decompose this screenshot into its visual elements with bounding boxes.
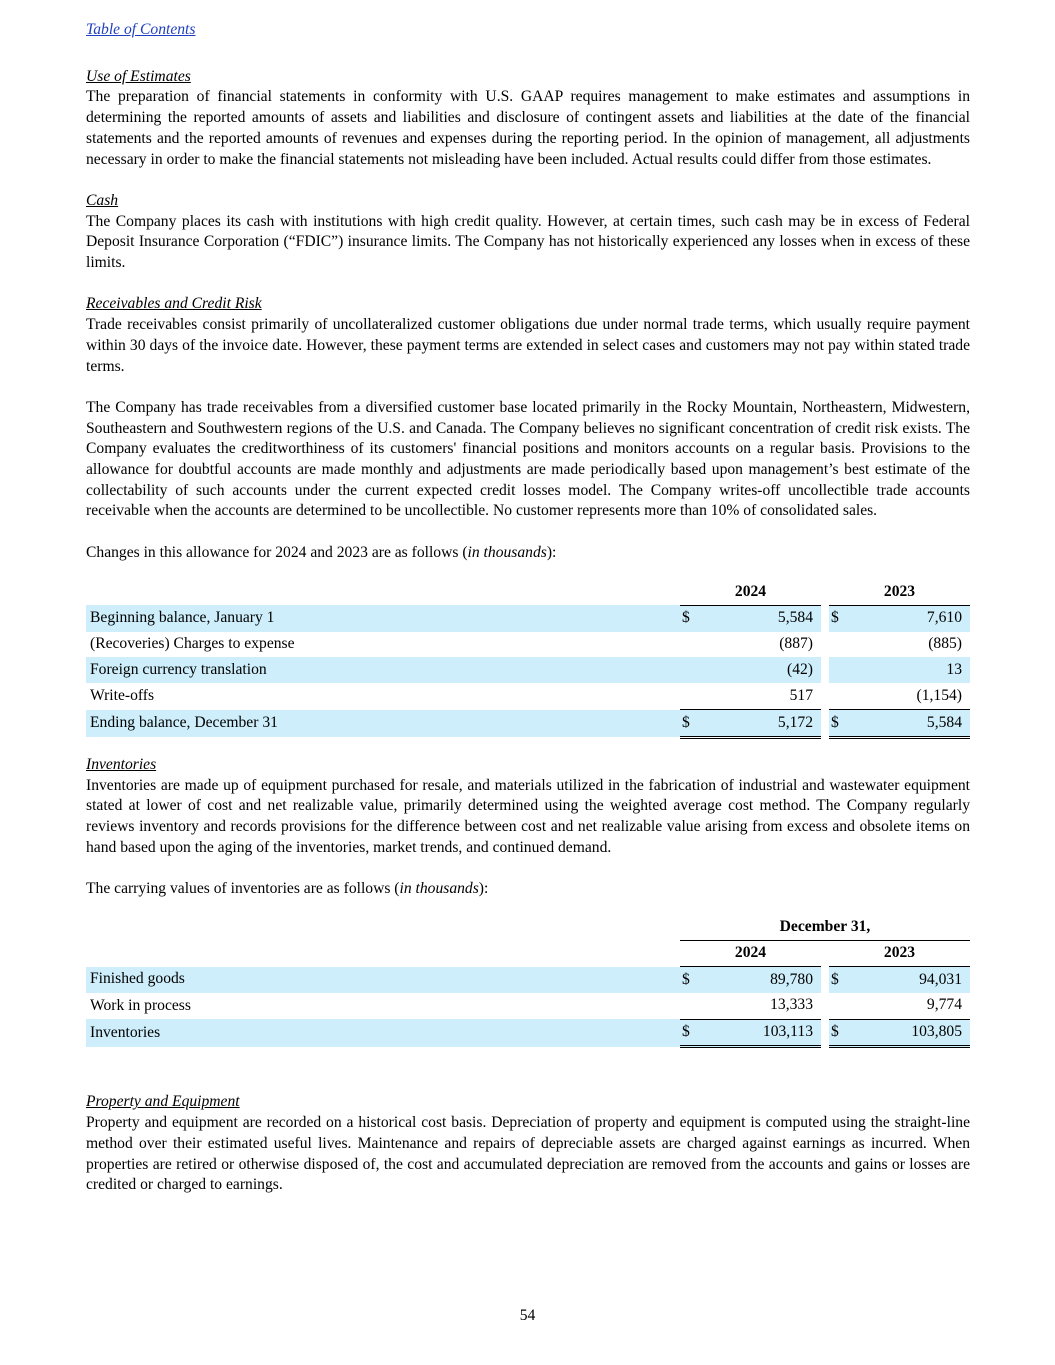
allowance-currency-2024	[680, 657, 712, 683]
allowance-value-2023: (885)	[928, 635, 962, 653]
allowance-row-label: Ending balance, December 31	[86, 710, 680, 738]
allowance-value-2024: (42)	[712, 657, 813, 683]
allowance-intro: Changes in this allowance for 2024 and 2023 are as follows (in thousands):	[86, 543, 557, 561]
allowance-row	[86, 683, 970, 709]
inventory-table	[86, 916, 970, 1049]
allowance-col-2024: 2024	[680, 580, 821, 606]
inventory-group-header: December 31,	[680, 916, 970, 941]
allowance-value-2024: (887)	[779, 635, 813, 653]
inventory-currency-2024: $	[680, 967, 712, 993]
allowance-col-2023: 2023	[829, 580, 970, 606]
allowance-currency-2023: $	[829, 710, 861, 738]
allowance-row-label: Write-offs	[90, 687, 155, 704]
property-paragraph: Property and equipment are recorded on a historical cost basis. Depreciation of property and equipment is computed using the straight-line method over their estimated useful lives. Maintenance and repairs of depreciable assets are charged against earnings as incurred. When properties are retired or otherwise disposed of, the cost and accumulated depreciation are removed from the accounts and gains or losses are credited or charged to earnings.	[86, 1114, 970, 1194]
allowance-row-label: (Recoveries) Charges to expense	[90, 635, 295, 653]
inventory-value-2023: 94,031	[861, 967, 962, 993]
property-heading: Property and Equipment	[86, 1093, 240, 1111]
allowance-row	[86, 632, 970, 658]
inventory-value-2024: 89,780	[712, 967, 813, 993]
inventory-row	[86, 1019, 970, 1047]
allowance-value-2024: 517	[789, 686, 813, 704]
cash-heading: Cash	[86, 191, 119, 209]
inventory-currency-2024: $	[680, 1019, 712, 1047]
inventory-currency-2023: $	[829, 1019, 861, 1047]
allowance-currency-2023	[829, 657, 861, 683]
inventory-value-2023: 9,774	[926, 996, 962, 1014]
allowance-row-label: Foreign currency translation	[86, 657, 680, 683]
inventories-intro: The carrying values of inventories are as follows (in thousands):	[86, 880, 489, 897]
allowance-table	[86, 580, 970, 739]
inventory-row	[86, 967, 970, 993]
allowance-row-label: Beginning balance, January 1	[86, 605, 680, 631]
allowance-currency-2023	[829, 632, 861, 658]
allowance-header-row	[86, 580, 970, 606]
inventory-col-2023: 2023	[829, 940, 970, 966]
receivables-paragraph-1: Trade receivables consist primarily of uncollateralized customer obligations due under normal trade terms, which usually require payment within 30 days of the invoice date. However, these payment terms are extended in select cases and customers may not pay within stated trade terms.	[86, 316, 970, 375]
allowance-value-2023: 7,610	[861, 605, 962, 631]
inventory-group-header-row	[86, 916, 970, 941]
allowance-value-2024: 5,584	[712, 605, 813, 631]
inventory-row-label: Work in process	[90, 996, 191, 1014]
inventories-heading: Inventories	[86, 755, 157, 773]
inventory-currency-2023: $	[829, 967, 861, 993]
use-of-estimates-paragraph: The preparation of financial statements in conformity with U.S. GAAP requires management to make estimates and assumptions in determining the reported amounts of assets and liabilities and disclosure of contingent assets and liabilities at the date of the financial statements and the reported amounts of revenues and expenses during the reporting period. In the opinion of management, all adjustments necessary in order to make the financial statements not misleading have been included. Actual results could differ from those estimates.	[86, 88, 970, 168]
cash-paragraph: The Company places its cash with institutions with high credit quality. However, at certain times, such cash may be in excess of Federal Deposit Insurance Corporation (“FDIC”) insurance limits. The Company has not historically experienced any losses when in excess of these limits.	[86, 212, 970, 272]
allowance-row	[86, 657, 970, 683]
allowance-row	[86, 605, 970, 631]
allowance-currency-2023: $	[829, 605, 861, 631]
inventory-header-row	[86, 940, 970, 966]
allowance-currency-2023	[829, 683, 861, 709]
inventories-paragraph: Inventories are made up of equipment purchased for resale, and materials utilized in the fabrication of industrial and wastewater equipment stated at lower of cost and net realizable value, primarily determined using the weighted average cost method. The Company regularly reviews inventory and records provisions for the difference between cost and net realizable value arising from excess and obsolete items on hand based upon the aging of the inventories, market trends, and continued demand.	[86, 776, 970, 856]
use-of-estimates-heading: Use of Estimates	[86, 67, 191, 85]
receivables-paragraph-2: The Company has trade receivables from a diversified customer base located primarily in the Rocky Mountain, Northeastern, Midwestern, Southeastern and Southwestern regions of the U.S. and Canada. The Company believes no significant concentration of credit risk exists. The Company evaluates the creditworthiness of its customers' financial positions and monitors accounts on a regular basis. Provisions to the allowance for doubtful accounts are made monthly and adjustments are made periodically based upon management’s best estimate of the collectability of such accounts under the current expected credit losses model. The Company writes-off uncollectible trade accounts receivable when the accounts are determined to be uncollectible. No customer represents more than 10% of consolidated sales.	[86, 398, 970, 520]
receivables-heading: Receivables and Credit Risk	[86, 295, 262, 313]
inventory-row-label: Finished goods	[86, 967, 680, 993]
inventory-value-2023: 103,805	[861, 1019, 962, 1047]
inventory-row-label: Inventories	[86, 1019, 680, 1047]
allowance-currency-2024: $	[680, 605, 712, 631]
allowance-currency-2024: $	[680, 710, 712, 738]
page-number: 54	[519, 1307, 536, 1324]
inventory-value-2024: 103,113	[712, 1019, 813, 1047]
allowance-value-2024: 5,172	[712, 710, 813, 738]
allowance-value-2023: 5,584	[861, 710, 962, 738]
inventory-currency-2024	[680, 993, 712, 1019]
allowance-row	[86, 710, 970, 738]
allowance-currency-2024	[680, 683, 712, 709]
table-of-contents-link[interactable]: Table of Contents	[86, 21, 196, 38]
document-page	[86, 20, 970, 1196]
inventory-col-2024: 2024	[680, 940, 821, 966]
inventory-row	[86, 993, 970, 1019]
allowance-currency-2024	[680, 632, 712, 658]
allowance-value-2023: 13	[861, 657, 962, 683]
inventory-value-2024: 13,333	[770, 996, 813, 1014]
allowance-value-2023: (1,154)	[916, 686, 962, 704]
inventory-currency-2023	[829, 993, 861, 1019]
